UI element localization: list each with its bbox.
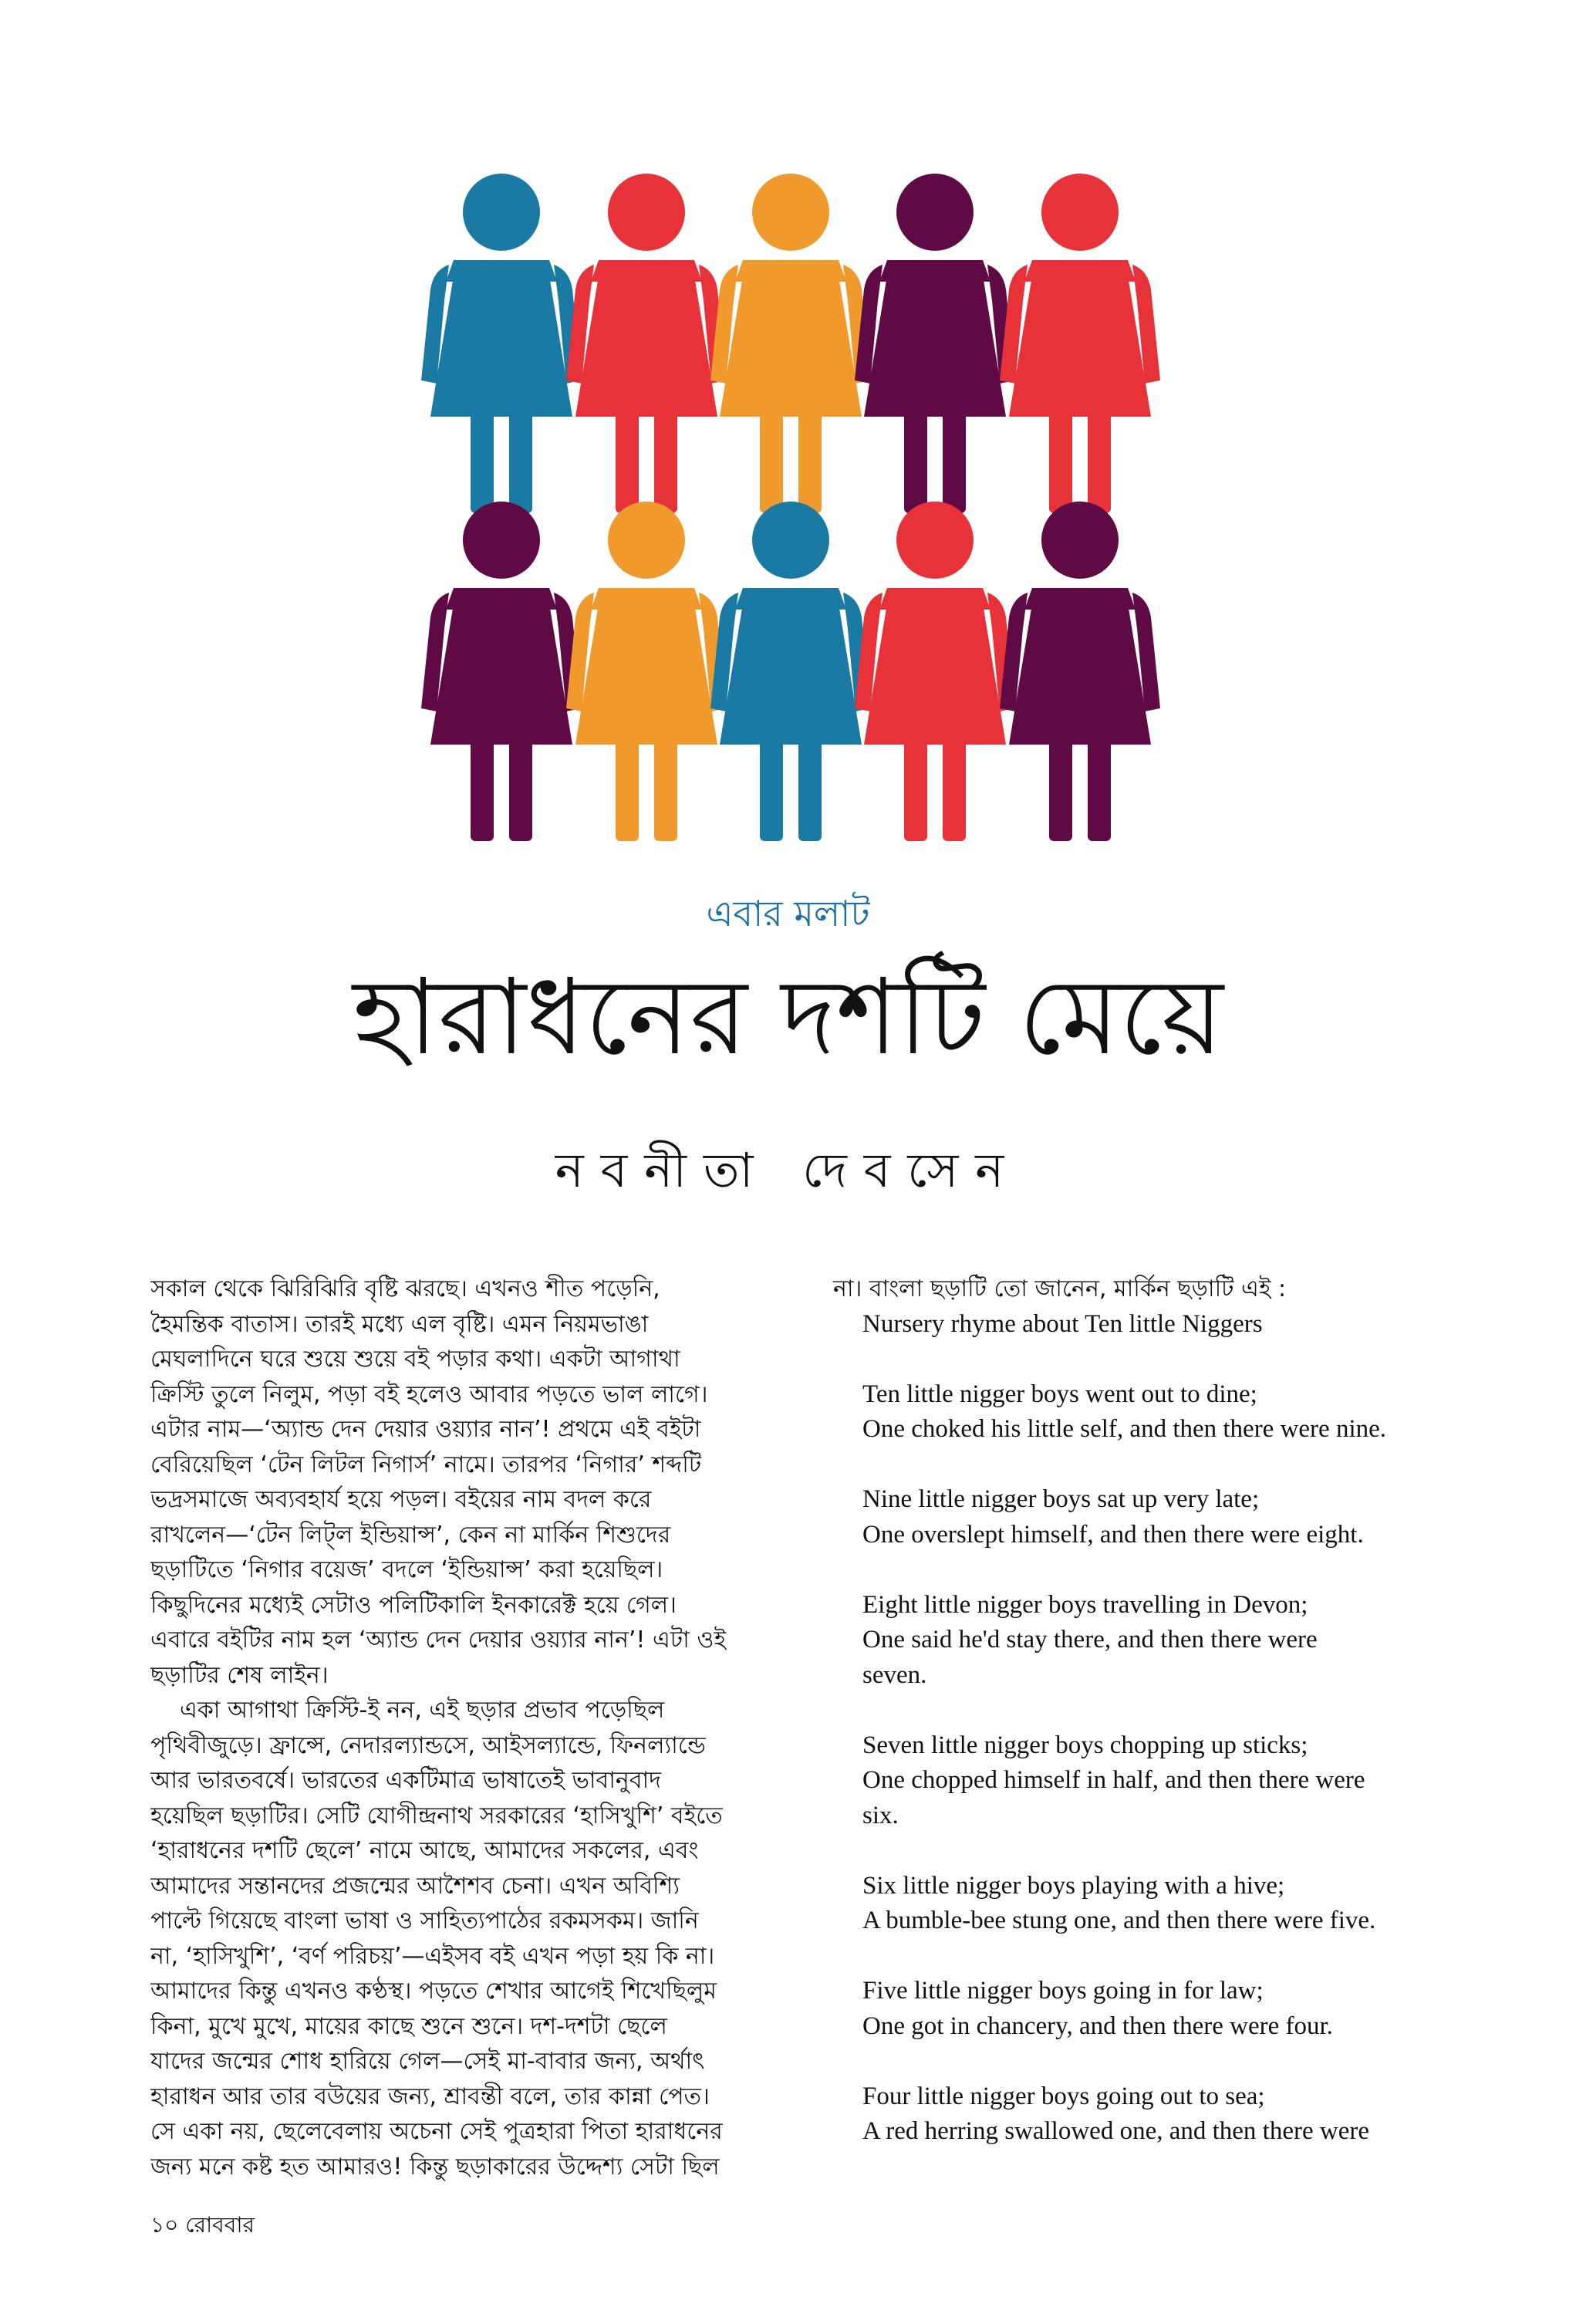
woman-figure-icon <box>1000 502 1160 841</box>
paragraph-line: পাল্টে গিয়েছে বাংলা ভাষা ও সাহিত্যপাঠের রকমসকম। জানি <box>150 1907 699 1934</box>
stanza-gap <box>862 1939 1450 1974</box>
poem-line: A red herring swallowed one, and then there were <box>862 2117 1370 2145</box>
paragraph-line: এবারে বইটির নাম হল ‘অ্যান্ড দেন দেয়ার ওয়্যার নান’! এটা ওই <box>150 1626 727 1653</box>
article-title: হারাধনের দশটি মেয়ে <box>353 957 1223 1079</box>
poem-line: six. <box>862 1801 899 1829</box>
paragraph-line: একা আগাথা ক্রিস্টি-ই নন, এই ছড়ার প্রভাব পড়েছিল <box>180 1697 665 1724</box>
paragraph-line: হয়েছিল ছড়াটির। সেটি যোগীন্দ্রনাথ সরকারের ‘হাসিখুশি’ বইতে <box>150 1802 723 1829</box>
woman-figure-icon <box>421 174 582 513</box>
poem-line: Ten little nigger boys went out to dine; <box>862 1380 1257 1408</box>
paragraph-line: এটার নাম—‘অ্যান্ড দেন দেয়ার ওয়্যার নান’! প্রথমে এই বইটা <box>150 1416 701 1443</box>
right-column-intro: না। বাংলা ছড়াটি তো জানেন, মার্কিন ছড়াটি এই : <box>833 1275 1287 1302</box>
poem-line: A bumble-bee stung one, and then there were five. <box>862 1907 1376 1934</box>
stanza-gap <box>862 2044 1450 2079</box>
stanza-gap <box>862 1552 1450 1588</box>
poem-line: One chopped himself in half, and then there were <box>862 1766 1365 1794</box>
paragraph-line: কিছুদিনের মধ্যেই সেটাও পলিটিকালি ইনকারেক্ট হয়ে গেল। <box>150 1591 677 1619</box>
woman-figure-icon <box>566 174 727 513</box>
paragraph-line: না, ‘হাসিখুশি’, ‘বর্ণ পরিচয়’—এইসব বই এখন পড়া হয় কি না। <box>150 1942 715 1970</box>
page-footer: ১০ রোববার <box>150 2212 255 2238</box>
woman-figure-icon <box>855 502 1015 841</box>
poem-line: Seven little nigger boys chopping up sticks; <box>862 1731 1308 1759</box>
right-column <box>833 1272 1450 2150</box>
paragraph-line: ছড়াটিতে ‘নিগার বয়েজ’ বদলে ‘ইন্ডিয়ান্স’ করা হয়েছিল। <box>150 1556 663 1583</box>
poem-line: One overslept himself, and then there were eight. <box>862 1520 1364 1549</box>
paragraph-line: সকাল থেকে ঝিরিঝিরি বৃষ্টি ঝরছে। এখনও শীত পড়েনি, <box>150 1275 660 1302</box>
stanza-gap <box>862 1342 1450 1377</box>
paragraph-line: রাখলেন—‘টেন লিট্‌ল ইন্ডিয়ান্স’, কেন না মার্কিন শিশুদের <box>150 1521 671 1549</box>
paragraph-line: হারাধন আর তার বউয়ের জন্য, শ্রাবন্তী বলে, তার কান্না পেত। <box>150 2082 710 2110</box>
paragraph-line: ‘হারাধনের দশটি ছেলে’ নামে আছে, আমাদের সকলের, এবং <box>150 1837 699 1864</box>
paragraph-line: পৃথিবীজুড়ে। ফ্রান্সে, নেদারল্যান্ডসে, আইসল্যান্ডে, ফিনল্যান্ডে <box>150 1731 706 1759</box>
woman-figure-icon <box>855 174 1015 513</box>
paragraph-line: বেরিয়েছিল ‘টেন লিটল নিগার্স’ নামে। তারপর ‘নিগার’ শব্দটি <box>150 1451 702 1478</box>
poem-line: Nursery rhyme about Ten little Niggers <box>862 1309 1263 1338</box>
stanza-gap <box>862 1833 1450 1869</box>
poem-line: Eight little nigger boys travelling in Devon; <box>862 1590 1308 1619</box>
poem-line: Nine little nigger boys sat up very late; <box>862 1485 1260 1513</box>
woman-figure-icon <box>421 502 582 841</box>
poem-line: One got in chancery, and then there were four. <box>862 2012 1333 2040</box>
section-kicker: এবার মলাট <box>706 893 870 934</box>
paragraph-line: জন্য মনে কষ্ট হত আমারও! কিন্তু ছড়াকারের উদ্দেশ্য সেটা ছিল <box>150 2153 720 2180</box>
paragraph-line: যাদের জন্মের শোধ হারিয়ে গেল—সেই মা-বাবার জন্য, অর্থাৎ <box>150 2048 705 2075</box>
stanza-gap <box>862 1693 1450 1728</box>
poem-line: One said he'd stay there, and then there were <box>862 1626 1318 1653</box>
paragraph-line: আর ভারতবর্ষে। ভারতের একটিমাত্র ভাষাতেই ভাবানুবাদ <box>150 1767 661 1794</box>
paragraph-line: ছড়াটির শেষ লাইন। <box>150 1661 329 1689</box>
poem-line: Six little nigger boys playing with a hive; <box>862 1871 1285 1900</box>
left-column <box>150 1272 768 2184</box>
poem-line: Four little nigger boys going out to sea; <box>862 2082 1265 2110</box>
paragraph-line: হৈমন্তিক বাতাস। তারই মধ্যে এল বৃষ্টি। এমন নিয়মভাঙা <box>150 1310 649 1338</box>
poem-line: Five little nigger boys going in for law; <box>862 1977 1264 2005</box>
poem-line: seven. <box>862 1660 927 1689</box>
paragraph-line: ভদ্রসমাজে অব্যবহার্য হয়ে পড়ল। বইয়ের নাম বদল করে <box>150 1486 652 1513</box>
woman-figure-icon <box>566 502 727 841</box>
woman-figure-icon <box>710 174 871 513</box>
paragraph-line: মেঘলাদিনে ঘরে শুয়ে শুয়ে বই পড়ার কথা। একটা আগাথা <box>150 1346 680 1373</box>
author-name: নবনীতা দেবসেন <box>555 1142 1021 1198</box>
poem-line: One choked his little self, and then there were nine. <box>862 1415 1387 1443</box>
paragraph-line: কিনা, মুখে মুখে, মায়ের কাছে শুনে শুনে। দশ-দশটা ছেলে <box>150 2012 667 2040</box>
nursery-rhyme <box>833 1307 1450 2150</box>
paragraph-line: আমাদের কিন্তু এখনও কণ্ঠস্থ। পড়তে শেখার আগেই শিখেছিলুম <box>150 1978 717 2005</box>
stanza-gap <box>862 1447 1450 1483</box>
paragraph-line: আমাদের সন্তানদের প্রজন্মের আশৈশব চেনা। এখন অবিশ্যি <box>150 1872 680 1900</box>
paragraph-line: সে একা নয়, ছেলেবেলায় অচেনা সেই পুত্রহারা পিতা হারাধনের <box>150 2118 723 2145</box>
woman-figure-icon <box>1000 174 1160 513</box>
woman-figure-icon <box>710 502 871 841</box>
paragraph-line: ক্রিস্টি তুলে নিলুম, পড়া বই হলেও আবার পড়তে ভাল লাগে। <box>150 1380 708 1408</box>
cover-illustration <box>0 0 1576 864</box>
